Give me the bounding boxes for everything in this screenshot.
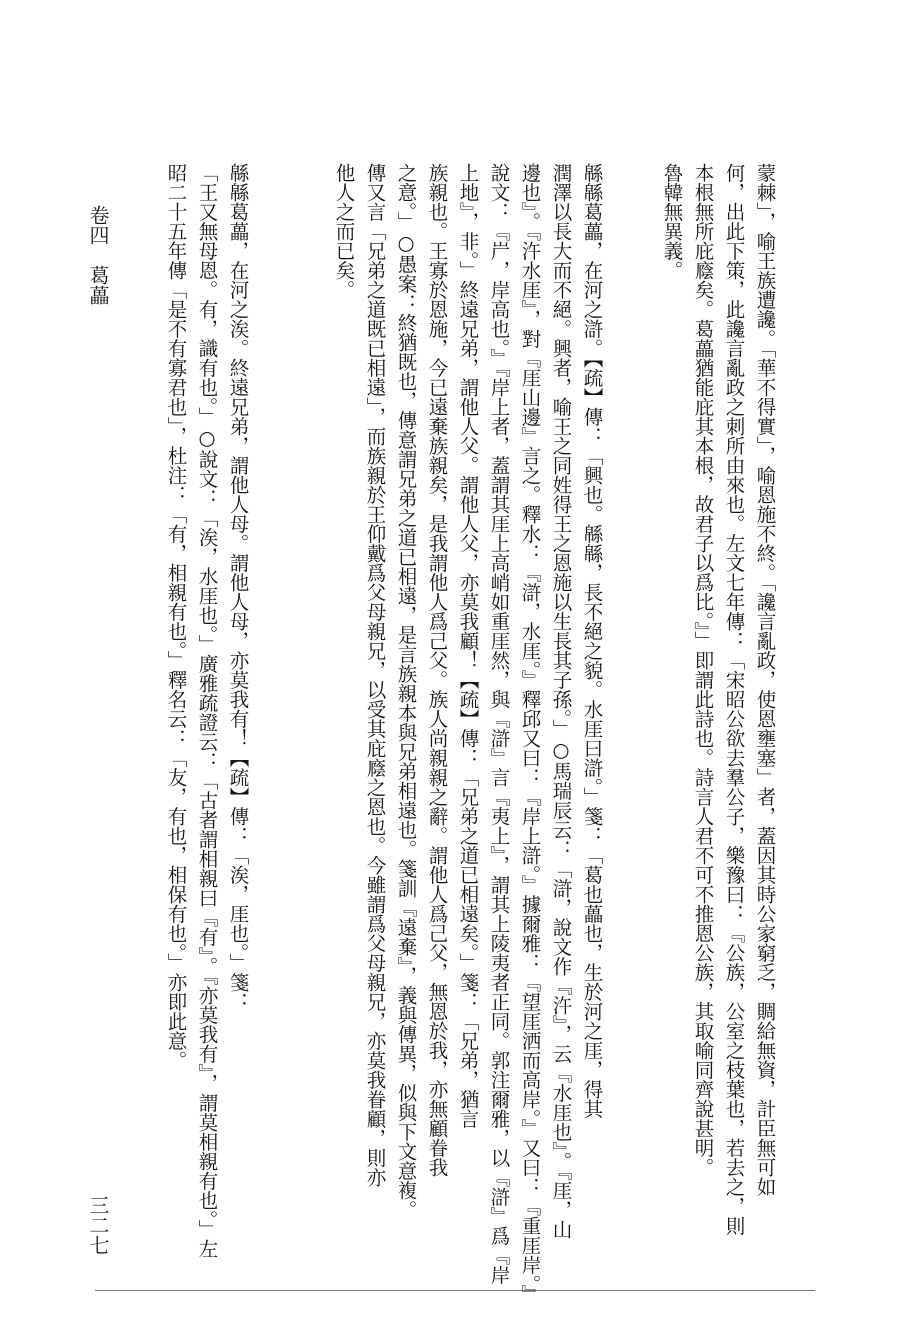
text-column-14: 緜緜葛藟，在河之涘。終遠兄弟，謂他人母。謂他人母，亦莫我有！【疏】傳：「涘，厓也。」箋：	[226, 163, 250, 1012]
text-column-12: 傳又言「兄弟之道既已相遠」，而族親於王仰戴爲父母親兄，以受其庇廕之恩也。今雖謂爲父母親兄，亦莫我眷顧，則亦	[363, 163, 387, 1187]
text-column-10: 族親也。王寡於恩施，今已遠棄族親矣，是我謂他人爲己父。族人尚親親之辭。謂他人爲己父，無恩於我，亦無顧眷我	[425, 163, 449, 1177]
text-column-1: 蒙棘」，喻王族遭讒。「華不得實」，喻恩施不終。「讒言亂政，使恩壅塞」者，蓋因其時公家窮乏，賙給無資，計臣無可如	[753, 163, 777, 1197]
text-column-16: 昭二十五年傳「是不有寡君也」，杜注：「有，相親有也。」釋名云：「友，有也，相保有也。」亦即此意。	[164, 163, 188, 1070]
text-column-9: 上地』，非。」終遠兄弟，謂他人父。謂他人父，亦莫我顧！【疏】傳：「兄弟之道已相遠矣。」箋：「兄弟，猶言	[456, 163, 480, 1129]
bottom-rule	[95, 1290, 815, 1291]
text-column-3: 本根無所庇廕矣。葛藟猶能庇其本根，故君子以爲比。』」即謂此詩也。詩言人君不可不推恩公族，其取喻同齊說甚明。	[691, 163, 715, 1177]
text-column-6: 潤澤以長大而不絕。興者，喻王之同姓得王之恩施以生長其子孫。」○馬瑞辰云：「滸，說文作『汻』，云『水厓也』。『厓，山	[549, 163, 573, 1239]
text-column-4: 魯韓無異義。	[660, 163, 684, 280]
text-column-8: 說文：『屵，岸高也。』『岸上者，蓋謂其厓上高峭如重厓然，與『滸』言『夷上』，謂其上陵夷者正同。郭注爾雅，以『滸』爲『岸	[487, 163, 511, 1285]
text-column-11: 之意。」○愚案：終猶既也，傳意謂兄弟之道已相遠，是言族親本與兄弟相遠也。箋訓『遠棄』，義與傳異，似與下文意複。	[394, 163, 418, 1220]
text-column-13: 他人之而已矣。	[332, 163, 356, 300]
text-column-2: 何，出此下策，此讒言亂政之刺所由來也。左文七年傳：「宋昭公欲去羣公子，樂豫曰：『公族，公室之枝葉也，若去之，則	[722, 163, 746, 1236]
text-column-5: 緜緜葛藟，在河之滸。【疏】傳：「興也。緜緜，長不絕之貌。水厓曰滸。」箋：「葛也藟也，生於河之厓，得其	[580, 163, 604, 1119]
running-head: 卷四 葛藟	[86, 205, 110, 305]
text-column-7: 邊也』。『汻水厓』，對『厓山邊』言之。釋水：『滸，水厓。』釋邱又曰：『岸上滸。』據爾雅：『望厓洒而高岸。』又曰：『重厓岸。』	[518, 163, 542, 1304]
page-number: 三二七	[86, 1195, 110, 1255]
text-column-15: 「王又無母恩。有，識有也。」○說文：「涘，水厓也。」廣雅疏證云：「古者謂相親曰『有』。『亦莫我有』，謂莫相親有也。」左	[195, 163, 219, 1259]
